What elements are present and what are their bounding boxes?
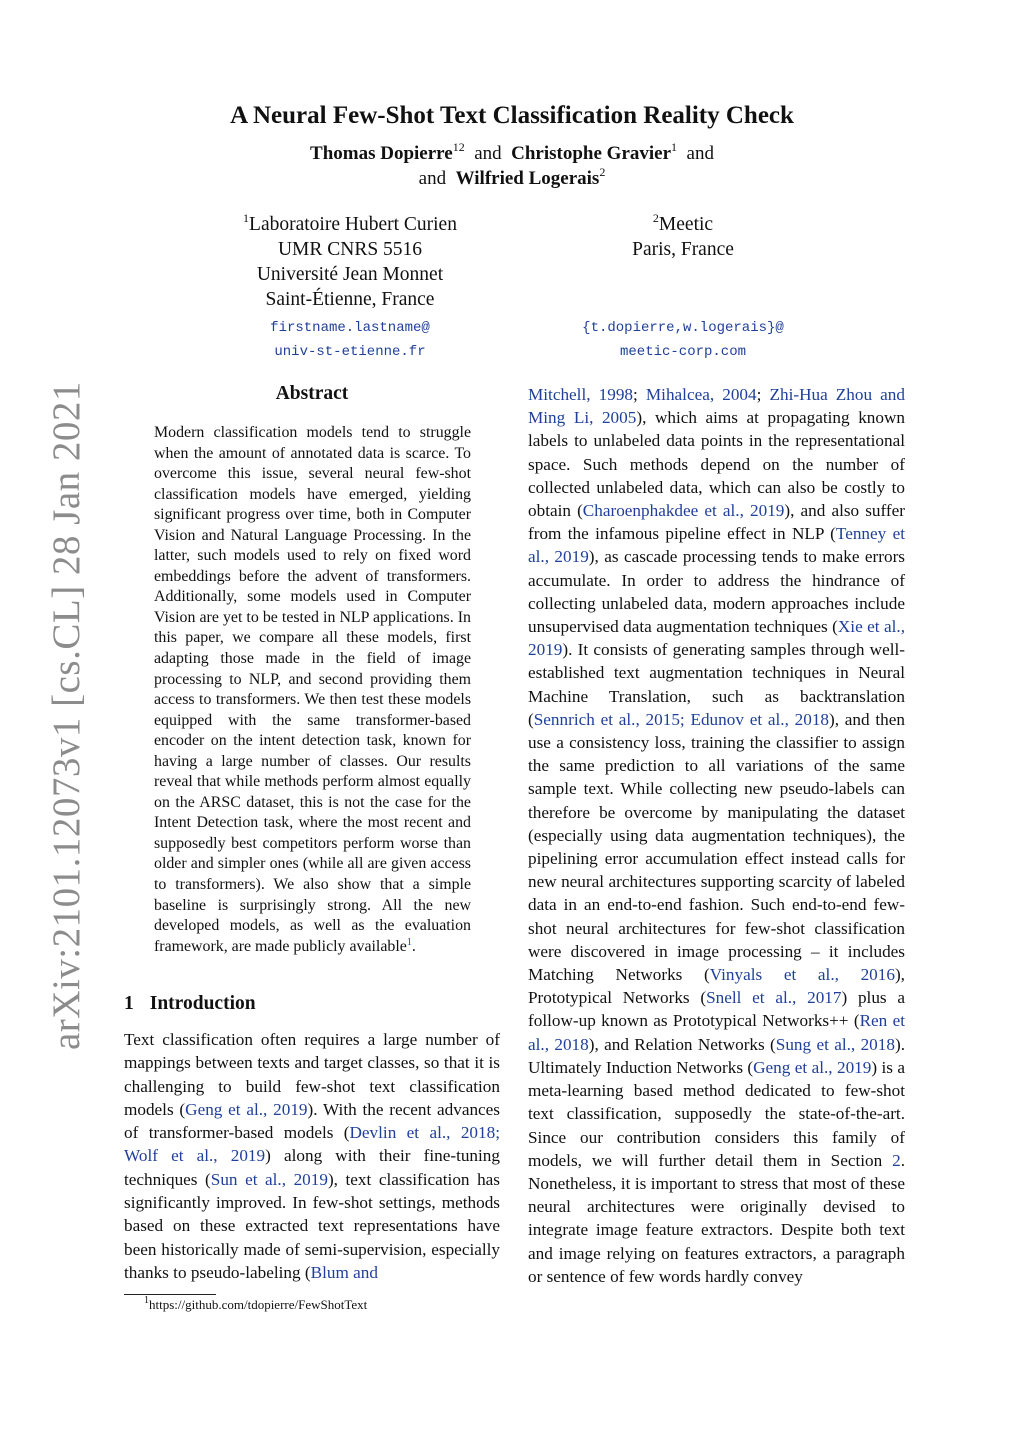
footnote [144,1297,367,1313]
affiliation-mark: 2 [652,211,659,225]
body-text: ), and Relation Networks ( [588,1034,776,1054]
body-text: ), Prototypical Networks ( [528,965,905,1008]
affiliation-line: Paris, France [632,239,734,260]
body-text: ), and then use a consistency loss, training the classifier to assign the same prediction to all variations of the same sample text. While collecting new pseudo-labels can therefore be overcome by manipulating the dataset (especially using data augmentation techniques), the pipelining error accumulation effect instead calls for new neural architectures supporting scarcity of labeled data in an end-to-end fashion. Such end-to-end few-shot neural architectures for few-shot classification were discovered in image processing – it includes Matching Networks ( [528,709,905,985]
body-text: Text classification often requires a large number of mappings between texts and target classes, so that it is challenging to build few-shot text classification models ( [124,1030,500,1119]
arxiv-identifier: arXiv:2101.12073v1 [cs.CL] 28 Jan 2021 [45,381,88,1050]
footnote-divider [124,1294,216,1295]
intro-left-column [124,1028,500,1284]
author-3-affil-mark: 2 [599,165,606,179]
intro-paragraph [124,1028,500,1284]
intro-paragraph [528,383,905,1288]
citation-link[interactable]: Vinyals et al., 2016 [709,965,895,985]
author-list [0,141,1024,191]
affiliation-2 [503,212,863,364]
footnote-link[interactable]: 1 [406,936,412,948]
citation-link[interactable]: Tenney et al., 2019 [528,524,905,567]
body-text: ), as cascade processing tends to make errors accumulate. In order to address the hindrance of collecting unlabeled data, modern approaches include unsupervised data augmentation techniques ( [528,547,905,637]
body-text: . Nonetheless, it is important to stress that most of these neural architectures were originally devised to integrate image feature extractors. Despite both text and image relying on features extractors, a paragraph or sentence of few words hardly convey [528,1150,905,1286]
author-conjunction: and [686,143,714,164]
citation-link[interactable]: Ren et al., 2018 [528,1011,905,1054]
citation-link[interactable]: Mihalcea, 2004 [645,385,757,404]
author-line-2 [0,166,1024,191]
author-conjunction: and [474,143,502,164]
section-number: 1 [124,993,134,1014]
citation-link[interactable]: Devlin et al., 2018; Wolf et al., 2019 [124,1123,500,1166]
author-conjunction: and [418,168,447,189]
affiliation-line: Université Jean Monnet [256,264,444,285]
body-text: ), which aims at propagating known labels to unlabeled data points in the representational space. Such methods depend on the number of collected unlabeled data, which can also be costly to obtain ( [528,408,905,521]
affiliation-1 [170,212,530,364]
affiliation-email[interactable]: {t.dopierre,w.logerais}@ meetic-corp.com [582,320,784,360]
citation-link[interactable]: 2 [892,1150,901,1170]
body-text: ) is a meta-learning based method dedicated to few-shot text classification, supposedly the state-of-the-art. Since our contribution considers this family of models, we will further detail them in Section [528,1057,905,1170]
body-text: ) along with their fine-tuning techniques ( [124,1146,500,1189]
citation-link[interactable]: Geng et al., 2019 [753,1057,872,1077]
affiliation-line: $^2$Meetic [652,211,714,235]
citation-link[interactable]: Snell et al., 2017 [706,988,842,1008]
body-text: ). It consists of generating samples through well-established text augmentation techniques in Neural Machine Translation, such as backtranslation ( [528,640,905,729]
citation-link[interactable]: Sung et al., 2018 [775,1034,895,1054]
body-text: ), text classification has significantly improved. In few-shot settings, methods based on these extracted text representations have been historically made of semi-supervision, especially thanks to pseudo-labeling ( [124,1169,500,1282]
author-2-name: Christophe Gravier [511,143,672,164]
author-2-affil-mark: 1 [671,140,678,154]
section-title: Introduction [149,993,256,1014]
body-text: ). Ultimately Induction Networks ( [528,1034,905,1077]
body-text: ), and also suffer from the infamous pipeline effect in NLP ( [528,501,906,544]
affiliation-line: $^1$Laboratoire Hubert Curien [243,211,457,235]
paper-title: A Neural Few-Shot Text Classification Reality Check [230,102,794,129]
section-heading [124,993,256,1015]
citation-link[interactable]: Geng et al., 2019 [185,1099,308,1119]
abstract-body: Modern classification models tend to struggle when the amount of annotated data is scarce. To overcome this issue, several neural few-shot classification models have emerged, yielding significant progress over time, both in Computer Vision and Natural Language Processing. In the latter, such models used to rely on fixed word embeddings before the advent of transformers. Additionally, some models used in Computer Vision are yet to be tested in NLP applications. In this paper, we compare all these models, first adapting those made in the field of image processing to NLP, and second providing them access to transformers. We then test these models equipped with the same transformer-based encoder on the intent detection task, known for having a large number of classes. Our results reveal that while methods perform almost equally on the ARSC dataset, this is not the case for the Intent Detection task, where the most recent and supposedly best competitors perform worse than older and simpler ones (while all are given access to transformers). We also show that a simple baseline is surprisingly strong. All the new developed models, as well as the evaluation framework, are made publicly available$^1$. [154,424,471,955]
body-text: ; [756,385,770,404]
abstract-heading: Abstract [275,383,349,404]
citation-link[interactable]: Sun et al., 2019 [210,1169,328,1189]
author-1-name: Thomas Dopierre [310,143,453,164]
body-text: ). With the recent advances of transformer-based models ( [124,1099,500,1143]
citation-link[interactable]: Charoenphakdee et al., 2019 [582,501,785,521]
affiliation-mark: 1 [243,211,250,225]
citation-link[interactable]: Zhi-Hua Zhou and Ming Li, 2005 [528,385,905,428]
footnote-url[interactable]: https://github.com/tdopierre/FewShotText [149,1297,368,1312]
citation-link[interactable]: Blum and [310,1262,378,1282]
affiliation-line: Saint-Étienne, France [265,289,435,310]
author-3-name: Wilfried Logerais [455,168,600,189]
abstract-text: Modern classification models tend to struggle when the amount of annotated data is scarce. To overcome this issue, several neural few-shot classification models have emerged, yielding significant progress over time, both in Computer Vision and Natural Language Processing. In the latter, such models used to rely on fixed word embeddings before the advent of transformers. Additionally, some models used in Computer Vision are yet to be tested in NLP applications. In this paper, we compare all these models, first adapting those made in the field of image processing to NLP, and second providing them access to transformers. We then test these models equipped with the same transformer-based encoder on the intent detection task, known for having a large number of classes. Our results reveal that while methods perform almost equally on the ARSC dataset, this is not the case for the Intent Detection task, where the most recent and supposedly best competitors perform worse than older and simpler ones (while all are given access to transformers). We also show that a simple baseline is surprisingly strong. All the new developed models, as well as the evaluation framework, are made publicly available [154,424,471,955]
citation-link[interactable]: Xie et al., 2019 [528,617,905,660]
footnote-mark: 1 [144,1295,149,1306]
body-text: ; [633,385,646,404]
body-text: ) plus a follow-up known as Prototypical Networks++ ( [528,988,906,1031]
author-1-affil-mark: 12 [452,140,465,154]
author-line-1 [0,141,1024,166]
citation-link[interactable]: Sennrich et al., 2015; Edunov et al., 2018 [533,709,830,729]
affiliation-line: UMR CNRS 5516 [277,239,423,260]
intro-right-column [528,383,905,1288]
citation-link[interactable]: Mitchell, 1998 [528,385,634,404]
affiliation-email[interactable]: firstname.lastname@ univ-st-etienne.fr [270,320,430,360]
